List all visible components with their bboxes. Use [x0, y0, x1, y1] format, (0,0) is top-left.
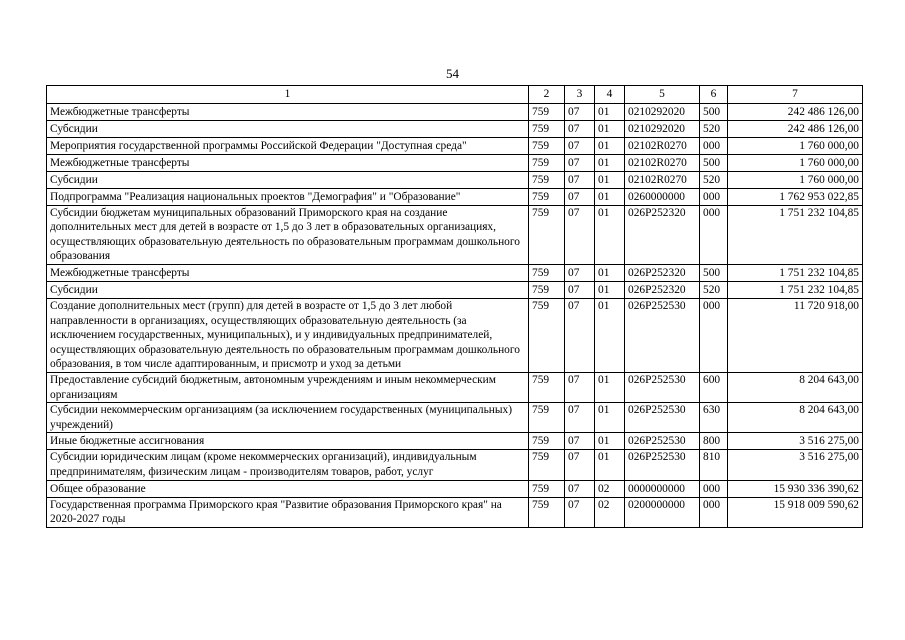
row-sum: 242 486 126,00 — [728, 103, 863, 120]
table-row — [47, 480, 863, 497]
row-expense-type: 630 — [700, 403, 728, 433]
row-section: 07 — [565, 154, 595, 171]
row-name: Межбюджетные трансферты — [47, 154, 529, 171]
row-target-article: 026P252530 — [625, 433, 700, 450]
row-section: 07 — [565, 298, 595, 372]
row-expense-type: 800 — [700, 433, 728, 450]
row-subsection: 01 — [595, 433, 625, 450]
row-subsection: 01 — [595, 188, 625, 205]
row-sum: 15 918 009 590,62 — [728, 497, 863, 527]
table-row — [47, 372, 863, 402]
row-section: 07 — [565, 281, 595, 298]
row-section: 07 — [565, 264, 595, 281]
row-name: Общее образование — [47, 480, 529, 497]
row-sum: 1 751 232 104,85 — [728, 264, 863, 281]
row-subsection: 01 — [595, 103, 625, 120]
row-target-article: 0260000000 — [625, 188, 700, 205]
row-grbs: 759 — [529, 372, 565, 402]
row-subsection: 02 — [595, 497, 625, 527]
row-sum: 242 486 126,00 — [728, 120, 863, 137]
row-target-article: 02102R0270 — [625, 154, 700, 171]
row-grbs: 759 — [529, 433, 565, 450]
row-expense-type: 000 — [700, 480, 728, 497]
row-subsection: 01 — [595, 403, 625, 433]
row-name: Предоставление субсидий бюджетным, автономным учреждениям и иным некоммерческим организациям — [47, 372, 529, 402]
row-grbs: 759 — [529, 480, 565, 497]
row-name: Субсидии бюджетам муниципальных образований Приморского края на создание дополнительных мест для детей в возрасте от 1,5 до 3 лет в образовательных организациях, осуществляющих образовательную деятельность по образовательным программам дошкольного образования — [47, 205, 529, 264]
row-expense-type: 810 — [700, 450, 728, 480]
row-sum: 3 516 275,00 — [728, 450, 863, 480]
row-sum: 1 762 953 022,85 — [728, 188, 863, 205]
row-name: Мероприятия государственной программы Российской Федерации "Доступная среда" — [47, 137, 529, 154]
row-grbs: 759 — [529, 188, 565, 205]
row-section: 07 — [565, 403, 595, 433]
row-subsection: 01 — [595, 120, 625, 137]
row-name: Субсидии — [47, 281, 529, 298]
row-grbs: 759 — [529, 205, 565, 264]
table-row — [47, 188, 863, 205]
row-sum: 8 204 643,00 — [728, 403, 863, 433]
row-expense-type: 520 — [700, 281, 728, 298]
row-expense-type: 500 — [700, 103, 728, 120]
table-row — [47, 264, 863, 281]
header-col-2: 2 — [529, 86, 565, 104]
row-expense-type: 520 — [700, 171, 728, 188]
row-sum: 1 751 232 104,85 — [728, 205, 863, 264]
row-section: 07 — [565, 188, 595, 205]
row-expense-type: 500 — [700, 264, 728, 281]
row-section: 07 — [565, 433, 595, 450]
row-expense-type: 000 — [700, 298, 728, 372]
row-name: Иные бюджетные ассигнования — [47, 433, 529, 450]
row-grbs: 759 — [529, 298, 565, 372]
row-section: 07 — [565, 372, 595, 402]
row-expense-type: 600 — [700, 372, 728, 402]
table-row — [47, 205, 863, 264]
row-subsection: 01 — [595, 264, 625, 281]
row-name: Межбюджетные трансферты — [47, 103, 529, 120]
row-sum: 1 760 000,00 — [728, 154, 863, 171]
row-name: Субсидии — [47, 171, 529, 188]
row-section: 07 — [565, 171, 595, 188]
table-row — [47, 497, 863, 527]
row-name: Субсидии — [47, 120, 529, 137]
row-sum: 8 204 643,00 — [728, 372, 863, 402]
row-name: Субсидии некоммерческим организациям (за исключением государственных (муниципальных) учреждений) — [47, 403, 529, 433]
row-grbs: 759 — [529, 450, 565, 480]
page-number: 54 — [446, 66, 459, 81]
row-section: 07 — [565, 480, 595, 497]
row-target-article: 026P252530 — [625, 372, 700, 402]
header-col-4: 4 — [595, 86, 625, 104]
row-target-article: 026P252530 — [625, 403, 700, 433]
table-row — [47, 154, 863, 171]
row-section: 07 — [565, 103, 595, 120]
row-target-article: 02102R0270 — [625, 171, 700, 188]
row-name: Создание дополнительных мест (групп) для детей в возрасте от 1,5 до 3 лет любой направленности в организациях, осуществляющих образовательную деятельность (за исключением государственных, муниципальных), и у индивидуальных предпринимателей, осуществляющих образовательную деятельность по образовательным программам дошкольного образования, в том числе адаптированным, и присмотр и уход за детьми — [47, 298, 529, 372]
row-target-article: 02102R0270 — [625, 137, 700, 154]
row-sum: 3 516 275,00 — [728, 433, 863, 450]
row-subsection: 01 — [595, 450, 625, 480]
row-section: 07 — [565, 120, 595, 137]
row-expense-type: 000 — [700, 137, 728, 154]
row-expense-type: 000 — [700, 205, 728, 264]
row-target-article: 026P252320 — [625, 264, 700, 281]
table-row — [47, 103, 863, 120]
row-grbs: 759 — [529, 497, 565, 527]
row-target-article: 026P252320 — [625, 281, 700, 298]
row-sum: 1 751 232 104,85 — [728, 281, 863, 298]
row-target-article: 026P252320 — [625, 205, 700, 264]
row-target-article: 0210292020 — [625, 120, 700, 137]
row-subsection: 01 — [595, 154, 625, 171]
header-col-6: 6 — [700, 86, 728, 104]
row-sum: 1 760 000,00 — [728, 171, 863, 188]
row-subsection: 01 — [595, 205, 625, 264]
budget-table — [46, 85, 863, 528]
row-grbs: 759 — [529, 120, 565, 137]
row-expense-type: 520 — [700, 120, 728, 137]
row-subsection: 01 — [595, 372, 625, 402]
row-expense-type: 000 — [700, 188, 728, 205]
row-sum: 1 760 000,00 — [728, 137, 863, 154]
row-section: 07 — [565, 497, 595, 527]
row-subsection: 01 — [595, 137, 625, 154]
table-row — [47, 450, 863, 480]
row-sum: 15 930 336 390,62 — [728, 480, 863, 497]
row-name: Подпрограмма "Реализация национальных проектов "Демография" и "Образование" — [47, 188, 529, 205]
row-grbs: 759 — [529, 171, 565, 188]
table-row — [47, 433, 863, 450]
row-target-article: 026P252530 — [625, 450, 700, 480]
table-row — [47, 120, 863, 137]
header-col-5: 5 — [625, 86, 700, 104]
table-row — [47, 298, 863, 372]
row-grbs: 759 — [529, 281, 565, 298]
header-col-3: 3 — [565, 86, 595, 104]
row-grbs: 759 — [529, 154, 565, 171]
row-subsection: 01 — [595, 171, 625, 188]
row-target-article: 0200000000 — [625, 497, 700, 527]
row-name: Межбюджетные трансферты — [47, 264, 529, 281]
row-name: Субсидии юридическим лицам (кроме некоммерческих организаций), индивидуальным предпринимателям, физическим лицам - производителям товаров, работ, услуг — [47, 450, 529, 480]
row-expense-type: 500 — [700, 154, 728, 171]
row-section: 07 — [565, 450, 595, 480]
row-grbs: 759 — [529, 264, 565, 281]
row-sum: 11 720 918,00 — [728, 298, 863, 372]
row-subsection: 01 — [595, 298, 625, 372]
row-name: Государственная программа Приморского края "Развитие образования Приморского края" на 2020-2027 годы — [47, 497, 529, 527]
row-target-article: 0210292020 — [625, 103, 700, 120]
header-row — [47, 86, 863, 104]
row-grbs: 759 — [529, 137, 565, 154]
header-col-1: 1 — [47, 86, 529, 104]
row-grbs: 759 — [529, 103, 565, 120]
row-section: 07 — [565, 137, 595, 154]
row-subsection: 02 — [595, 480, 625, 497]
row-section: 07 — [565, 205, 595, 264]
row-subsection: 01 — [595, 281, 625, 298]
table-row — [47, 281, 863, 298]
row-target-article: 026P252530 — [625, 298, 700, 372]
header-col-7: 7 — [728, 86, 863, 104]
table-row — [47, 403, 863, 433]
row-target-article: 0000000000 — [625, 480, 700, 497]
row-expense-type: 000 — [700, 497, 728, 527]
table-row — [47, 171, 863, 188]
row-grbs: 759 — [529, 403, 565, 433]
table-row — [47, 137, 863, 154]
